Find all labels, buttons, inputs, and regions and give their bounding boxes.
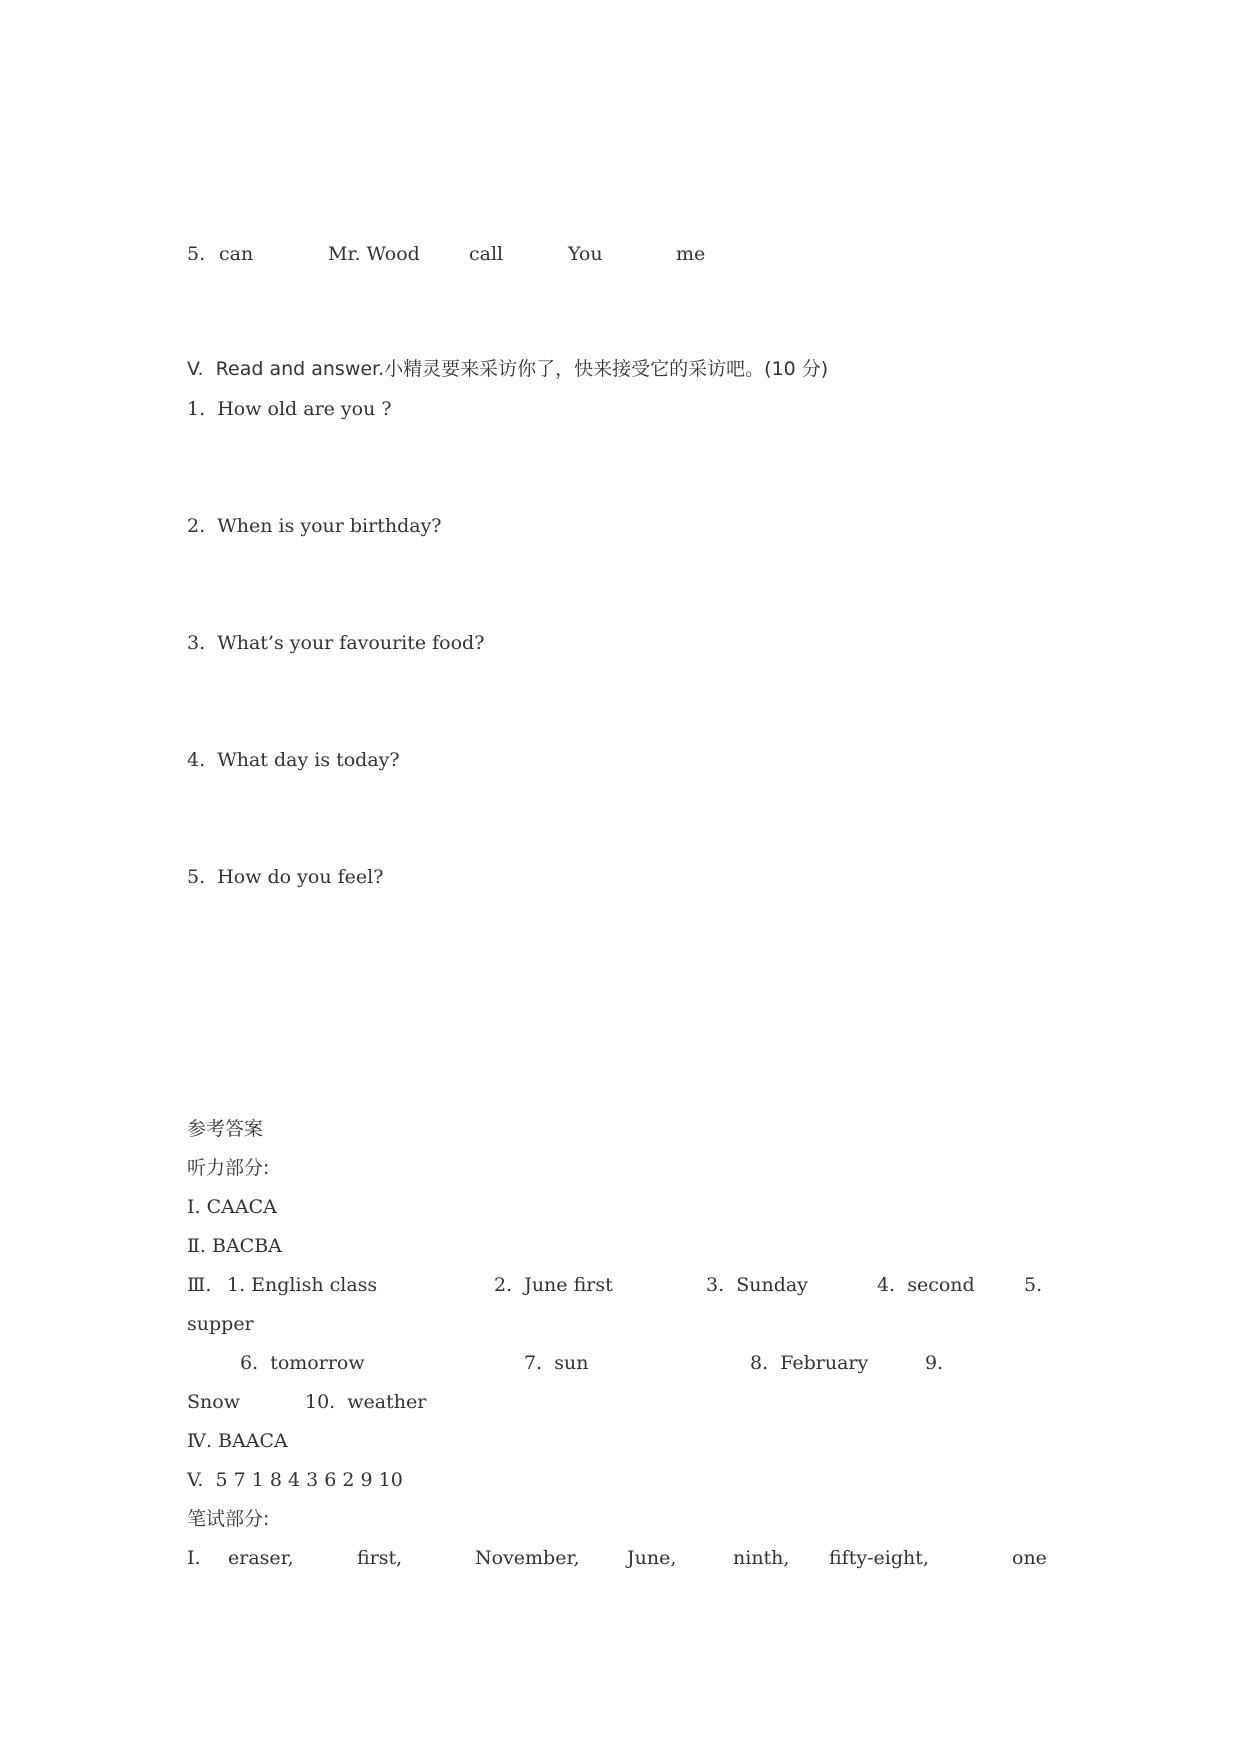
writing-i-item-7: one bbox=[1012, 1547, 1047, 1569]
writing-section-title: 笔试部分: bbox=[187, 1508, 270, 1530]
question-4: 4. What day is today? bbox=[187, 749, 400, 771]
answer-v: V. 5 7 1 8 4 3 6 2 9 10 bbox=[187, 1469, 403, 1491]
listening-section-title: 听力部分: bbox=[187, 1157, 270, 1179]
answer-ii: Ⅱ. BACBA bbox=[187, 1235, 282, 1257]
section-v-heading: V. Read and answer.小精灵要来采访你了，快来接受它的采访吧。(10 分) bbox=[187, 358, 829, 380]
writing-i-item-6: fifty-eight, bbox=[829, 1547, 929, 1569]
answer-key-title: 参考答案 bbox=[187, 1118, 264, 1140]
writing-i-item-4: June, bbox=[627, 1547, 677, 1569]
answer-iii-item-9-number: 9. bbox=[925, 1352, 944, 1374]
writing-i-item-1: eraser, bbox=[228, 1547, 294, 1569]
answer-iii-item-3: 3. Sunday bbox=[706, 1274, 808, 1296]
answer-iii-item-10: 10. weather bbox=[305, 1391, 427, 1413]
q5-word-can: can bbox=[219, 243, 254, 265]
question-5: 5. How do you feel? bbox=[187, 866, 384, 888]
answer-iii-item-4: 4. second bbox=[877, 1274, 975, 1296]
answer-i: Ⅰ. CAACA bbox=[187, 1196, 277, 1218]
answer-iii-item-8: 8. February bbox=[750, 1352, 869, 1374]
q5-word-call: call bbox=[469, 243, 504, 265]
answer-iii-item-7: 7. sun bbox=[524, 1352, 589, 1374]
q5-word-you: You bbox=[568, 243, 603, 265]
question-3: 3. What’s your favourite food? bbox=[187, 632, 485, 654]
question-1: 1. How old are you ? bbox=[187, 398, 392, 420]
q5-word-mr-wood: Mr. Wood bbox=[328, 243, 420, 265]
answer-iii-item-5-text: supper bbox=[187, 1313, 254, 1335]
answer-iii-label: Ⅲ. bbox=[187, 1274, 212, 1296]
answer-iv: Ⅳ. BAACA bbox=[187, 1430, 288, 1452]
answer-iii-item-5-number: 5. bbox=[1024, 1274, 1043, 1296]
writing-i-item-2: first, bbox=[357, 1547, 403, 1569]
answer-iii-item-9-text: Snow bbox=[187, 1391, 240, 1413]
answer-iii-item-6: 6. tomorrow bbox=[240, 1352, 365, 1374]
q5-word-me: me bbox=[676, 243, 706, 265]
writing-i-item-3: November, bbox=[475, 1547, 580, 1569]
writing-i-label: Ⅰ. bbox=[187, 1547, 201, 1569]
answer-iii-item-2: 2. June first bbox=[494, 1274, 613, 1296]
writing-i-item-5: ninth, bbox=[733, 1547, 790, 1569]
question-2: 2. When is your birthday? bbox=[187, 515, 442, 537]
q5-number: 5. bbox=[187, 243, 206, 265]
answer-iii-item-1: 1. English class bbox=[227, 1274, 378, 1296]
